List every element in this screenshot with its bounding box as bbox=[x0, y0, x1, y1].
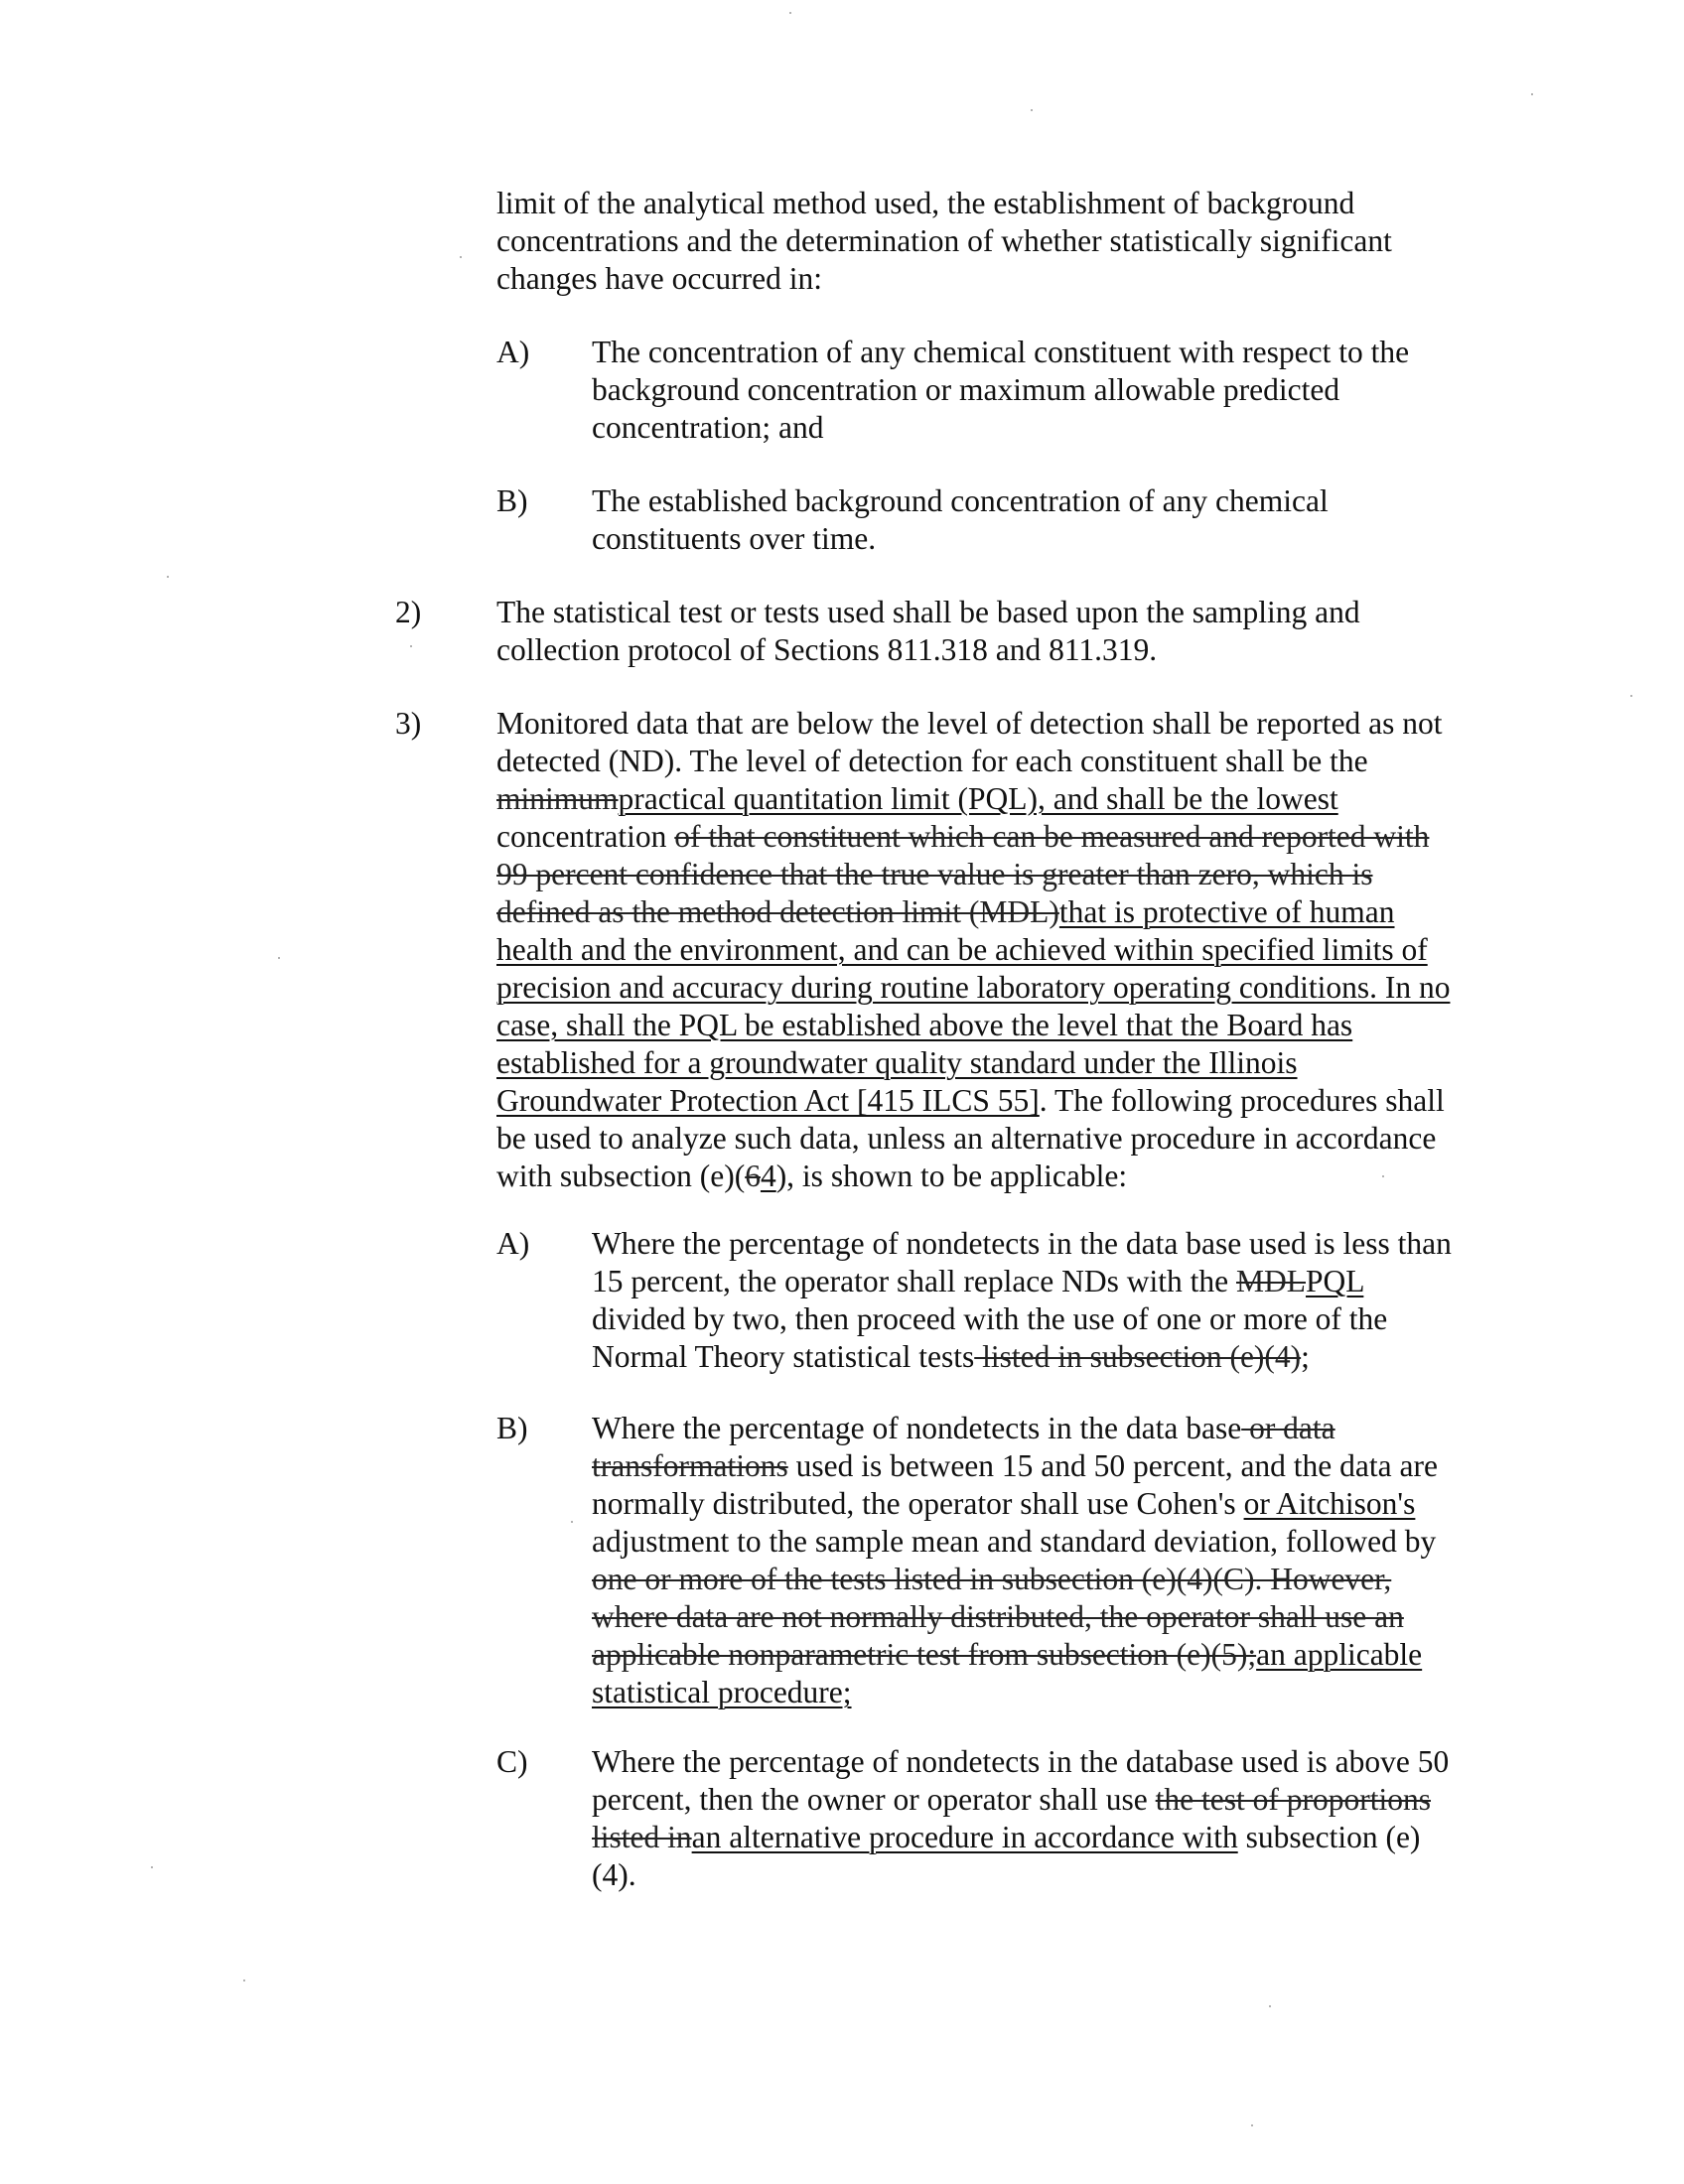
item-2-label: 2) bbox=[395, 595, 422, 629]
item-3-text-part: . The following procedures shall be used to analyze such data, unless an alternative procedure in accordance with subsection (e)( bbox=[496, 1083, 1445, 1193]
item-3b-label: B) bbox=[496, 1411, 528, 1445]
item-3a-text-part: Where the percentage of nondetects in the data base used is less than 15 percent, the operator shall replace NDs with the bbox=[592, 1226, 1452, 1298]
item-1b-label: B) bbox=[496, 483, 528, 518]
item-3-inserted-text: 4 bbox=[760, 1159, 776, 1193]
scan-speck bbox=[1531, 93, 1533, 95]
item-3-inserted-text: that is protective of human health and the environment, and can be achieved within specified limits of precision and accuracy during routine laboratory operating conditions. In no case, shall the PQL be established above the level that the Board has established for a groundwater quality standard under the Illinois Groundwater Protection Act [415 ILCS 55] bbox=[496, 894, 1451, 1118]
item-3c-label: C) bbox=[496, 1744, 528, 1779]
item-3c-inserted-text: an alternative procedure in accordance with bbox=[691, 1820, 1238, 1854]
scan-speck bbox=[571, 1521, 573, 1523]
item-3a-text bbox=[592, 1225, 1456, 1376]
item-3-text-part: ), is shown to be applicable: bbox=[775, 1159, 1128, 1193]
scan-speck bbox=[151, 1866, 153, 1868]
item-3a-label: A) bbox=[496, 1226, 530, 1261]
item-3-inserted-text: practical quantitation limit (PQL), and shall be the lowest bbox=[618, 781, 1338, 816]
item-3b-deleted-text: one or more of the tests listed in subsection (e)(4)(C). However, where data are not normally distributed, the operator shall use an applicable nonparametric test from subsection (e)(5); bbox=[592, 1562, 1404, 1672]
item-1b-text: The established background concentration of any chemical constituents over time. bbox=[592, 483, 1329, 556]
item-3b-text-part: Where the percentage of nondetects in the data base bbox=[592, 1411, 1242, 1445]
scan-speck bbox=[789, 12, 791, 14]
item-3c-text-part: Where the percentage of nondetects in the database used is above 50 percent, then the owner or operator shall use bbox=[592, 1744, 1450, 1817]
scan-speck bbox=[1269, 2005, 1271, 2007]
item-3a-text-part: ; bbox=[1301, 1339, 1310, 1374]
item-3a-deleted-text: MDL bbox=[1236, 1264, 1307, 1298]
item-3c-deleted-text: the test of proportions listed in bbox=[592, 1782, 1432, 1854]
item-1a-label: A) bbox=[496, 335, 530, 369]
scan-speck bbox=[278, 957, 280, 959]
scan-speck bbox=[1251, 2124, 1253, 2126]
item-3b-inserted-text: or Aitchison's bbox=[1243, 1486, 1416, 1521]
intro-paragraph: limit of the analytical method used, the establishment of background concentrations and the determination of whether statistically significant changes have occurred in: bbox=[496, 186, 1392, 296]
item-3-deleted-text: minimum bbox=[496, 781, 619, 816]
scan-speck bbox=[410, 645, 412, 647]
item-1a-text: The concentration of any chemical constituent with respect to the background concentration or maximum allowable predicted concentration; and bbox=[592, 335, 1410, 445]
item-3b-text-part: used is between 15 and 50 percent, and the data are normally distributed, the operator shall use Cohen's bbox=[592, 1448, 1438, 1521]
item-3-deleted-text: 6 bbox=[745, 1159, 761, 1193]
item-3b-inserted-text: an applicable statistical procedure; bbox=[592, 1637, 1423, 1709]
item-3-label: 3) bbox=[395, 706, 422, 741]
item-2-text: The statistical test or tests used shall be based upon the sampling and collection protocol of Sections 811.318 and 811.319. bbox=[496, 595, 1360, 667]
item-3b-text-part: adjustment to the sample mean and standard deviation, followed by bbox=[592, 1524, 1437, 1559]
item-3c-text bbox=[592, 1743, 1456, 1894]
item-3-deleted-text: of that constituent which can be measured and reported with 99 percent confidence that the true value is greater than zero, which is defined as the method detection limit (MDL) bbox=[496, 819, 1430, 929]
scan-speck bbox=[1031, 109, 1033, 111]
scan-speck bbox=[243, 1979, 245, 1981]
item-3b-text bbox=[592, 1410, 1456, 1711]
item-3b-deleted-text: or data transformations bbox=[592, 1411, 1335, 1483]
item-3-text-part: concentration bbox=[496, 819, 675, 854]
item-3a-deleted-text: listed in subsection (e)(4) bbox=[974, 1339, 1302, 1374]
scan-speck bbox=[1630, 695, 1632, 697]
scan-speck bbox=[460, 256, 462, 258]
item-3a-inserted-text: PQL bbox=[1306, 1264, 1364, 1298]
scan-speck bbox=[167, 576, 169, 578]
item-3a-text-part: divided by two, then proceed with the use of one or more of the Normal Theory statistical tests bbox=[592, 1301, 1388, 1374]
item-3-text bbox=[496, 705, 1465, 1195]
item-3c-text-part: subsection (e)(4). bbox=[592, 1820, 1421, 1892]
item-3-text-part: Monitored data that are below the level of detection shall be reported as not detected (ND). The level of detection for each constituent shall be the bbox=[496, 706, 1443, 778]
